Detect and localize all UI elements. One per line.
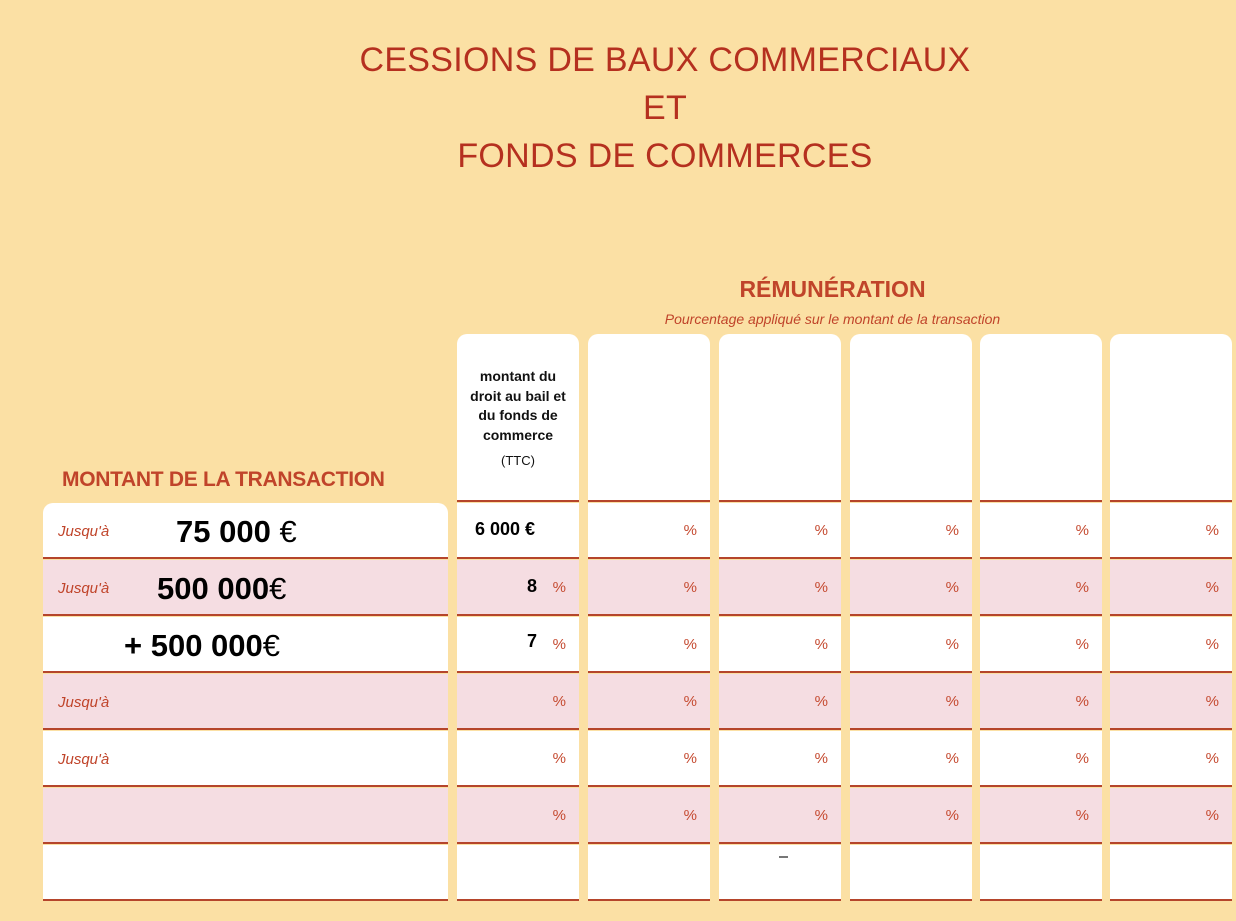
row-3-amount <box>124 628 280 664</box>
percent-sign: % <box>814 807 828 824</box>
fee-row-4-unit: % <box>552 693 566 710</box>
row-3-currency: € <box>262 628 281 663</box>
fee-row-3-value: 7 <box>527 631 538 651</box>
percent-sign: % <box>945 807 959 824</box>
transaction-row-7 <box>43 845 448 901</box>
percent-sign: % <box>814 750 828 767</box>
fee-row-3-unit: % <box>552 636 566 653</box>
percent-sign: % <box>814 636 828 653</box>
row-1-prefix: Jusqu'à <box>58 523 110 540</box>
fee-header-line-2: droit au bail et <box>470 387 566 404</box>
percent-sign: % <box>683 522 697 539</box>
transaction-row-3 <box>43 617 448 673</box>
percent-sign: % <box>683 807 697 824</box>
fee-row-2-value: 8 <box>527 576 538 596</box>
percent-sign: % <box>683 636 697 653</box>
percent-sign: % <box>814 693 828 710</box>
percent-sign: % <box>1075 807 1089 824</box>
percent-sign: % <box>1075 693 1089 710</box>
fee-header-ttc: (TTC) <box>501 453 535 468</box>
rate-cell <box>588 503 710 559</box>
row-2-amount-value: 500 000 <box>157 571 270 606</box>
fee-row-4 <box>457 674 579 730</box>
remuneration-heading: RÉMUNÉRATION <box>739 276 926 302</box>
percent-sign: % <box>1205 807 1219 824</box>
rate-cell <box>719 560 841 616</box>
rate-cell <box>850 731 972 787</box>
row-3-amount-value: + 500 000 <box>124 628 263 663</box>
fee-header-line-1: montant du <box>479 368 557 384</box>
rate-cell <box>719 845 841 901</box>
fee-row-2 <box>457 560 579 616</box>
percent-sign: % <box>945 522 959 539</box>
percent-sign: % <box>1205 750 1219 767</box>
rate-cell <box>1110 617 1232 673</box>
rate-cell <box>1110 503 1232 559</box>
fee-row-1-value: 6 000 € <box>475 519 536 539</box>
rate-column-header-5 <box>1110 334 1232 502</box>
fee-row-5-unit: % <box>552 750 566 767</box>
rate-cell <box>980 617 1102 673</box>
percent-sign: % <box>945 750 959 767</box>
rate-cell <box>588 788 710 844</box>
percent-sign: % <box>683 579 697 596</box>
row-2-currency: € <box>269 571 287 606</box>
transaction-row-1 <box>43 503 448 559</box>
fee-row-6-unit: % <box>552 807 566 824</box>
rate-column-header-3 <box>850 334 972 502</box>
transaction-row-4 <box>43 674 448 730</box>
rate-cell <box>980 503 1102 559</box>
page-title <box>0 36 1236 180</box>
rate-cell <box>588 617 710 673</box>
row-2-prefix: Jusqu'à <box>58 580 110 597</box>
rate-cell <box>1110 731 1232 787</box>
rate-cell <box>588 731 710 787</box>
rate-cell <box>588 674 710 730</box>
rate-cell <box>850 788 972 844</box>
transaction-row-2 <box>43 560 448 616</box>
percent-sign: % <box>1205 636 1219 653</box>
rate-cell <box>719 731 841 787</box>
row-1-currency: € <box>279 514 297 549</box>
percent-sign: % <box>945 693 959 710</box>
rate-column-header-1 <box>588 334 710 502</box>
rate-cell <box>980 845 1102 901</box>
rate-cell <box>1110 560 1232 616</box>
percent-sign: % <box>1205 579 1219 596</box>
rate-cell <box>850 503 972 559</box>
percent-sign: % <box>1205 522 1219 539</box>
rate-cell <box>980 731 1102 787</box>
rate-cell <box>850 845 972 901</box>
fee-row-1 <box>457 503 579 559</box>
percent-sign: % <box>683 693 697 710</box>
row-5-prefix: Jusqu'à <box>58 751 110 768</box>
title-line-1: CESSIONS DE BAUX COMMERCIAUX <box>359 41 971 79</box>
title-line-3: FONDS DE COMMERCES <box>457 137 873 175</box>
rate-cell <box>588 845 710 901</box>
row-4-prefix: Jusqu'à <box>58 694 110 711</box>
percent-sign: % <box>814 579 828 596</box>
percent-sign: % <box>1075 636 1089 653</box>
row-2-amount <box>157 571 286 607</box>
remuneration-subtitle: Pourcentage appliqué sur le montant de la transaction <box>664 311 1001 327</box>
fee-row-6 <box>457 788 579 844</box>
percent-sign: % <box>1075 579 1089 596</box>
fee-row-7 <box>457 845 579 901</box>
percent-sign: % <box>814 522 828 539</box>
title-line-2: ET <box>642 89 688 127</box>
rate-cell <box>719 617 841 673</box>
rate-cell <box>980 788 1102 844</box>
fee-column-header <box>457 334 579 502</box>
rate-cell <box>850 560 972 616</box>
fee-row-2-unit: % <box>552 579 566 596</box>
transaction-row-5 <box>43 731 448 787</box>
rate-cell <box>588 560 710 616</box>
fee-row-5 <box>457 731 579 787</box>
percent-sign: % <box>945 636 959 653</box>
percent-sign: % <box>1075 522 1089 539</box>
percent-sign: % <box>683 750 697 767</box>
fee-header-line-3: du fonds de <box>478 407 558 423</box>
row-1-amount <box>176 514 297 550</box>
fee-row-3 <box>457 617 579 673</box>
rate-cell <box>980 674 1102 730</box>
rate-column-header-4 <box>980 334 1102 502</box>
percent-sign: % <box>945 579 959 596</box>
rate-cell <box>719 788 841 844</box>
rate-cell <box>850 617 972 673</box>
rate-cell <box>850 674 972 730</box>
rate-cell <box>1110 788 1232 844</box>
rate-cell <box>980 560 1102 616</box>
rate-cell <box>1110 674 1232 730</box>
rate-column-header-2 <box>719 334 841 502</box>
transaction-amount-heading: MONTANT DE LA TRANSACTION <box>62 468 385 491</box>
rate-cell <box>719 674 841 730</box>
percent-sign: % <box>1075 750 1089 767</box>
rate-cell <box>719 503 841 559</box>
rate-cell <box>1110 845 1232 901</box>
percent-sign: % <box>1205 693 1219 710</box>
fee-header-line-4: commerce <box>482 426 554 443</box>
transaction-row-6 <box>43 788 448 844</box>
row-1-amount-value: 75 000 <box>176 514 271 549</box>
stray-mark <box>779 856 788 858</box>
